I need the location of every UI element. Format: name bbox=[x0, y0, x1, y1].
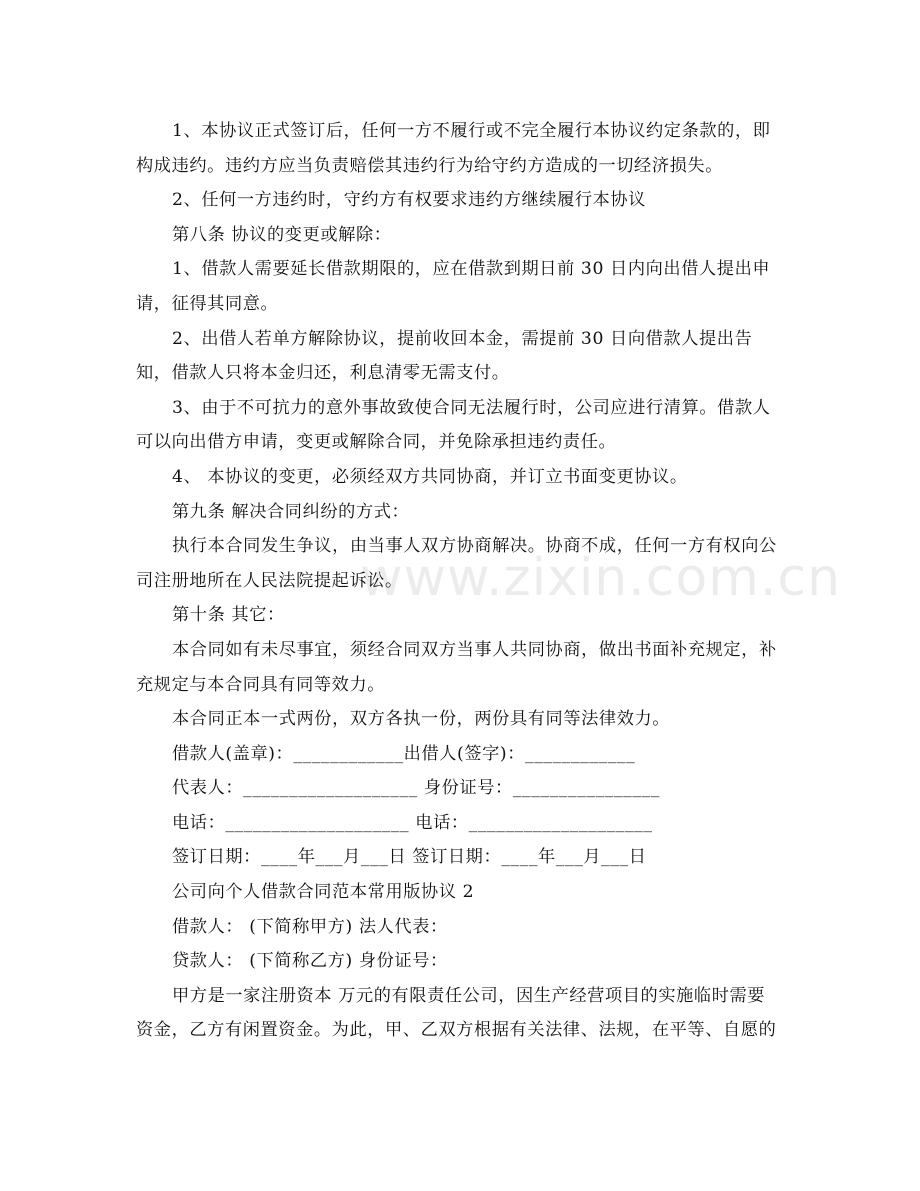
section-heading: 第九条 解决合同纠纷的方式： bbox=[172, 501, 410, 522]
text-line: 资金，乙方有闲置资金。为此，甲、乙双方根据有关法律、法规，在平等、自愿的 bbox=[136, 1020, 777, 1041]
text-line: 执行本合同发生争议，由当事人双方协商解决。协商不成，任何一方有权向公 bbox=[172, 536, 777, 557]
signature-line: 签订日期：____年___月___日 签订日期：____年___月___日 bbox=[172, 847, 647, 868]
document-title: 公司向个人借款合同范本常用版协议 2 bbox=[172, 882, 475, 903]
signature-line: 代表人：___________________ 身份证号：________________ bbox=[172, 778, 660, 799]
text-line: 1、本协议正式签订后，任何一方不履行或不完全履行本协议约定条款的，即 bbox=[172, 121, 771, 141]
text-line: 可以向出借方申请，变更或解除合同，并免除承担违约责任。 bbox=[136, 432, 617, 453]
signature-line: 借款人(盖章)：____________出借人(签字)：____________ bbox=[172, 743, 636, 764]
section-heading: 第十条 其它： bbox=[172, 605, 285, 626]
text-line: 知，借款人只将本金归还，利息清零无需支付。 bbox=[136, 363, 510, 384]
document-body bbox=[136, 114, 786, 1048]
text-line: 构成违约。违约方应当负责赔偿其违约行为给守约方造成的一切经济损失。 bbox=[136, 155, 723, 176]
watermark: www.zixin.com.cn bbox=[360, 548, 841, 608]
text-line: 司注册地所在人民法院提起诉讼。 bbox=[136, 570, 403, 591]
text-line: 充规定与本合同具有同等效力。 bbox=[136, 674, 386, 695]
section-heading: 第八条 协议的变更或解除： bbox=[172, 224, 392, 245]
text-line: 2、任何一方违约时，守约方有权要求违约方继续履行本协议 bbox=[172, 190, 647, 211]
text-line: 4、 本协议的变更，必须经双方共同协商，并订立书面变更协议。 bbox=[172, 466, 688, 487]
signature-line: 电话：____________________ 电话：____________________ bbox=[172, 812, 653, 833]
text-line: 请，征得其同意。 bbox=[136, 293, 279, 314]
party-line: 借款人： (下简称甲方) 法人代表： bbox=[172, 916, 448, 937]
text-line: 甲方是一家注册资本 万元的有限责任公司，因生产经营项目的实施临时需要 bbox=[172, 985, 766, 1006]
text-line: 本合同正本一式两份，双方各执一份，两份具有同等法律效力。 bbox=[172, 709, 671, 730]
text-line: 2、出借人若单方解除协议，提前收回本金，需提前 30 日向借款人提出告 bbox=[172, 328, 753, 349]
text-line: 3、由于不可抗力的意外事故致使合同无法履行时，公司应进行清算。借款人 bbox=[172, 397, 771, 418]
party-line: 贷款人： (下简称乙方) 身份证号： bbox=[172, 951, 448, 972]
text-line: 本合同如有未尽事宜，须经合同双方当事人共同协商，做出书面补充规定，补 bbox=[172, 639, 777, 660]
text-line: 1、借款人需要延长借款期限的，应在借款到期日前 30 日内向出借人提出申 bbox=[172, 259, 771, 280]
